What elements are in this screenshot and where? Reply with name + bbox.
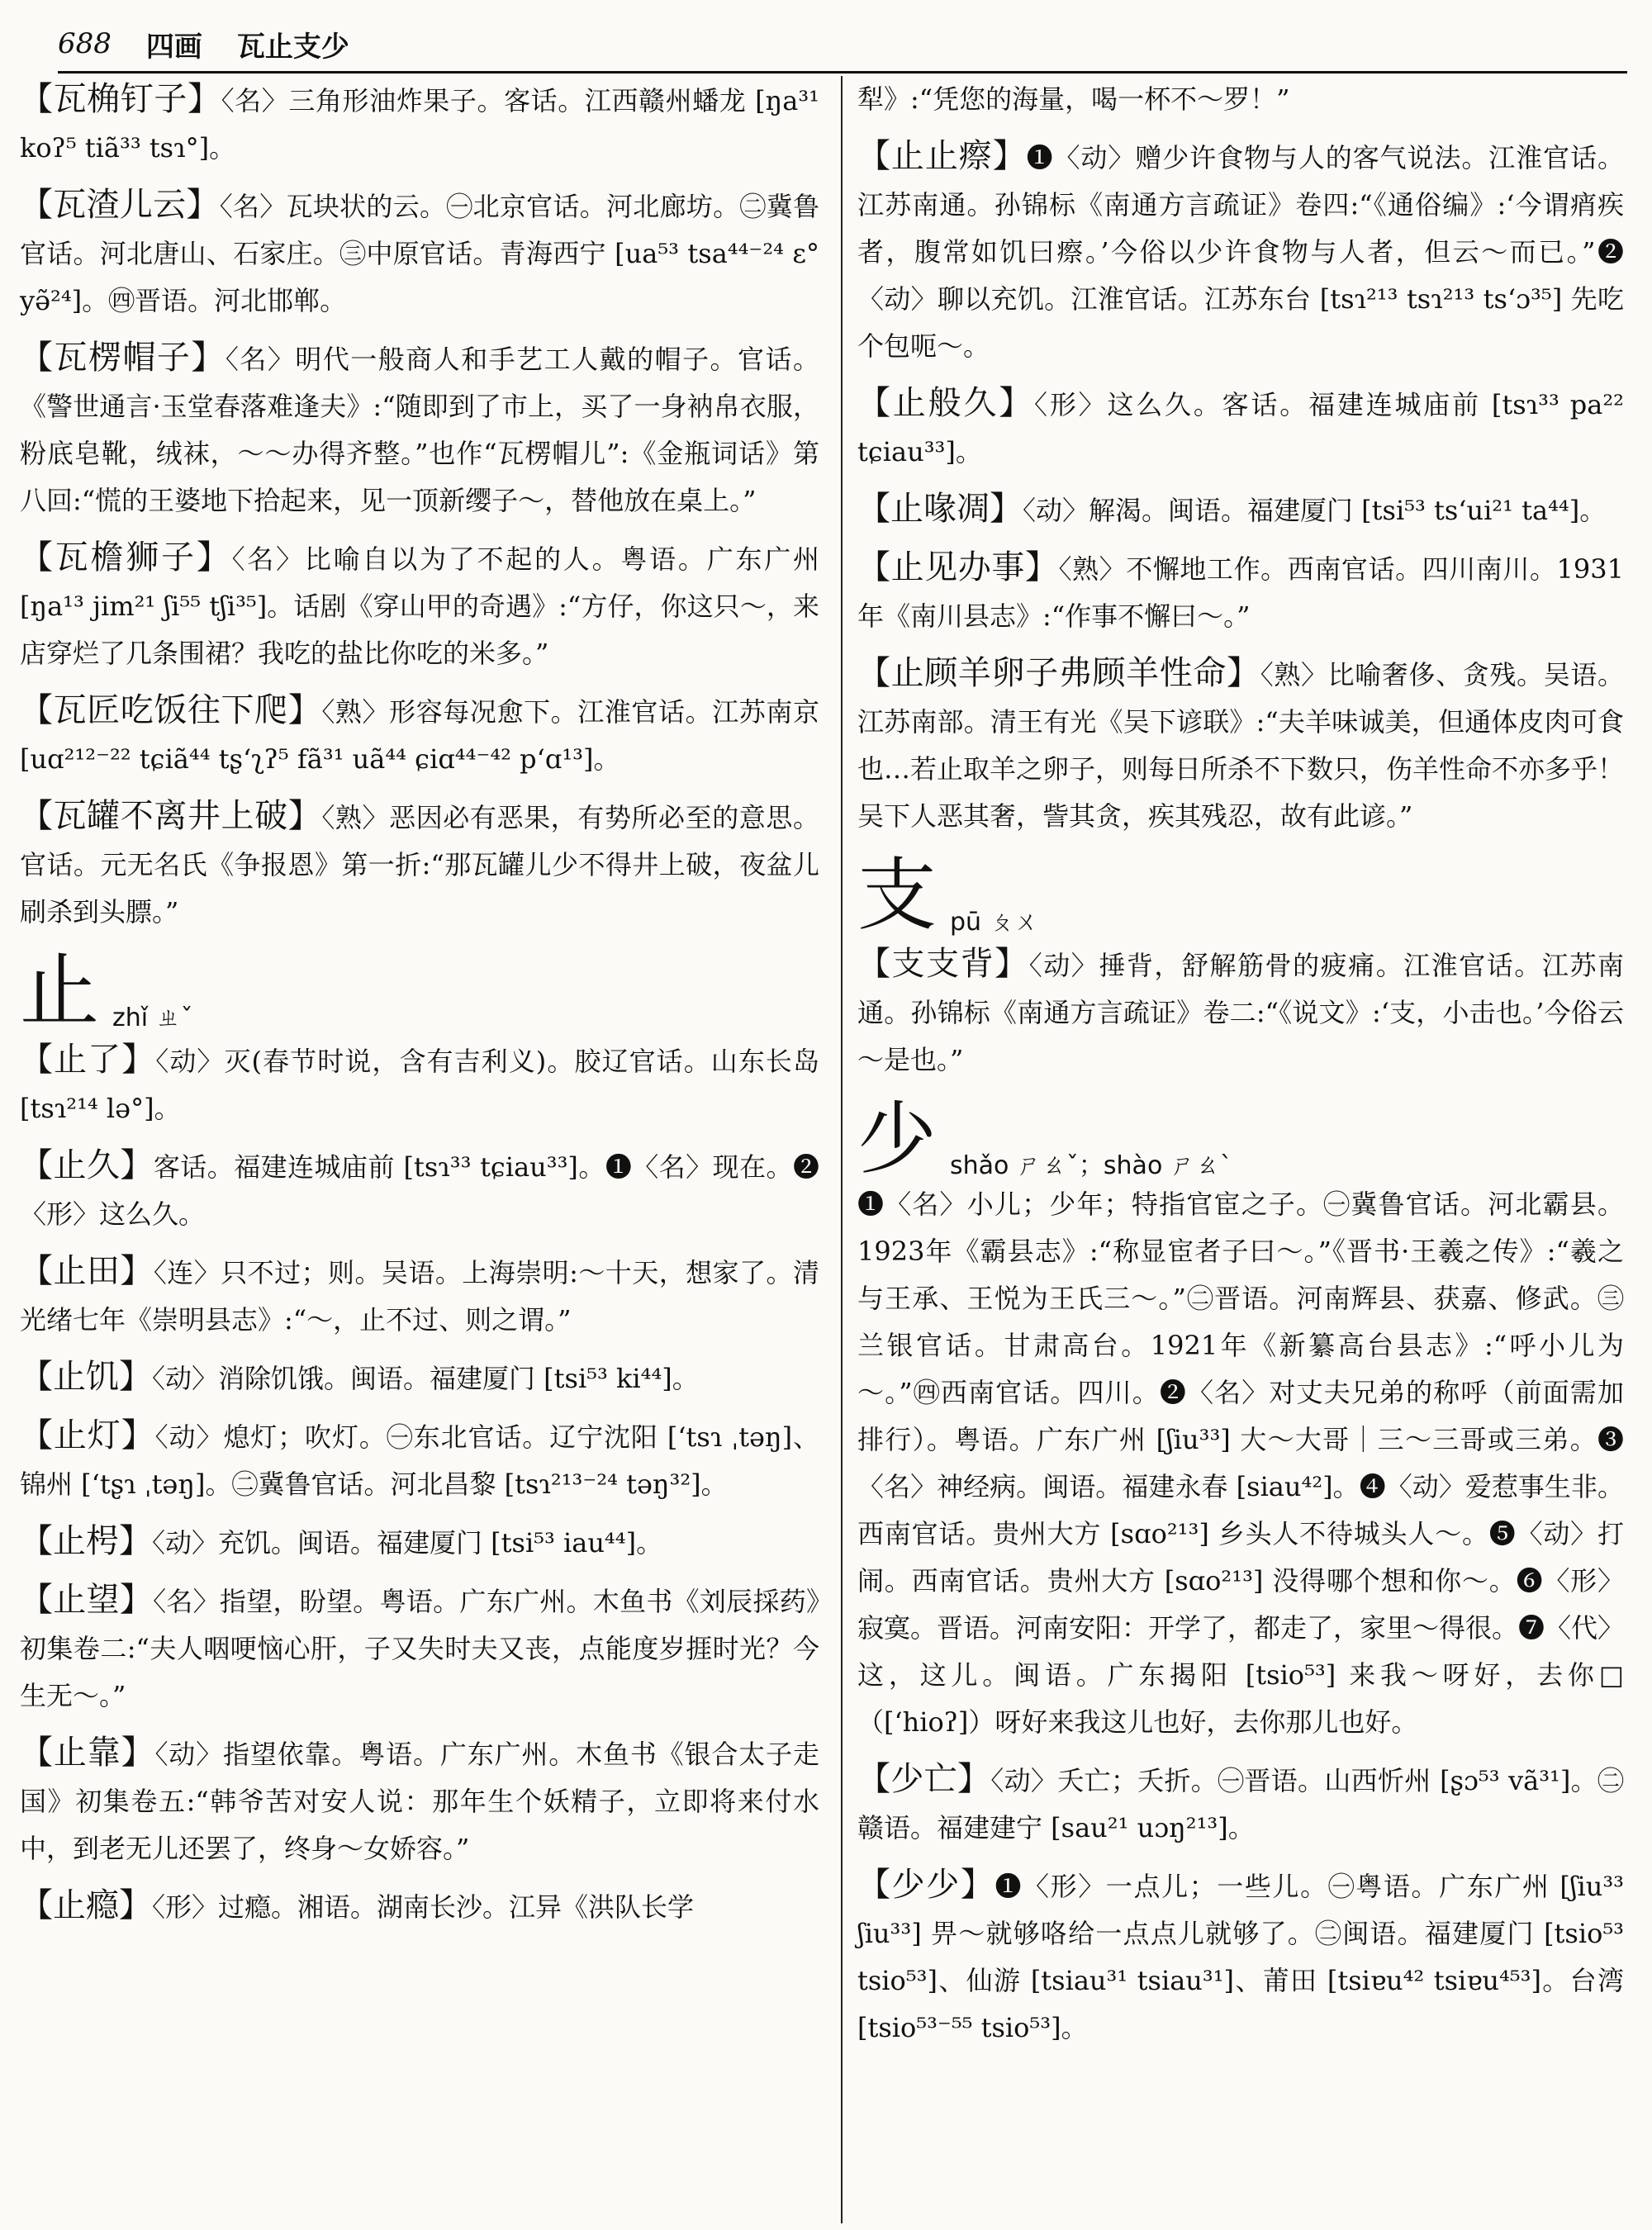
dictionary-entry (857, 486, 1624, 534)
entry-definition: 〈动〉消除饥饿。闽语。福建厦门 [tsi⁵³ ki⁴⁴]。 (152, 1363, 699, 1394)
entry-headword: 【止枵】 (20, 1522, 152, 1560)
entry-headword: 【瓦匠吃饭往下爬】 (20, 691, 322, 729)
dictionary-entry (20, 1037, 819, 1132)
head-character-glyph: 止 (20, 945, 99, 1037)
dictionary-entry (20, 1248, 819, 1344)
entry-definition: 〈熟〉形容每况愈下。江淮官话。江苏南京 [uɑ²¹²⁻²² tɕiã⁴⁴ tʂʻʅʔ⁵ fã³¹ uã⁴⁴ ɕiɑ⁴⁴⁻⁴² pʻɑ¹³]。 (20, 696, 819, 775)
entry-headword: 【止喙凋】 (857, 490, 1023, 528)
dictionary-entry (857, 544, 1624, 640)
entry-headword: 【止田】 (20, 1252, 154, 1290)
entry-headword: 【瓦檐狮子】 (20, 539, 232, 576)
dictionary-entry (20, 334, 819, 524)
entry-definition: 〈名〉瓦块状的云。㊀北京官话。河北廊坊。㊁冀鲁官话。河北唐山、石家庄。㊂中原官话。青海西宁 [ua⁵³ tsa⁴⁴⁻²⁴ ε° yə̃²⁴]。㊃晋语。河北邯郸。 (20, 191, 819, 316)
dictionary-entry (857, 380, 1624, 476)
head-character-pinyin: pū ㄆㄨ (950, 908, 1039, 937)
entry-definition: 〈名〉明代一般商人和手艺工人戴的帽子。官话。《警世通言·玉堂春落难逢夫》:“随即到了市上，买了一身衲帛衣服，粉底皂靴，绒袜，～～办得齐整。”也作“瓦楞帽儿”:《金瓶词话》第八回:“慌的王婆地下拾起来，见一顶新缨子～，替他放在桌上。” (20, 344, 819, 516)
entry-headword: 【止止瘵】 (857, 137, 1027, 175)
dictionary-entry (20, 687, 819, 783)
entry-headword: 【止见办事】 (857, 548, 1059, 586)
entry-definition: 〈动〉解渴。闽语。福建厦门 [tsi⁵³ tsʻui²¹ ta⁴⁴]。 (1023, 495, 1607, 526)
entry-headword: 【止望】 (20, 1581, 154, 1619)
entry-headword: 【瓦渣儿云】 (20, 186, 220, 224)
entry-headword: 【止般久】 (857, 384, 1035, 422)
header-chars: 瓦止支少 (236, 30, 349, 64)
dictionary-entry (20, 1354, 819, 1402)
entry-headword: 【止久】 (20, 1146, 154, 1184)
dictionary-entry (20, 1412, 819, 1508)
entry-headword: 【瓦桷钉子】 (20, 80, 221, 118)
dictionary-entry (857, 1756, 1624, 1852)
entry-definition: 〈熟〉不懈地工作。西南官话。四川南川。1931年《南川县志》:“作事不懈曰～。” (857, 553, 1624, 632)
head-character (857, 850, 1624, 941)
entry-definition: 〈连〉只不过；则。吴语。上海崇明:～十天，想家了。清光绪七年《崇明县志》:“～，止不过、则之谓。” (20, 1257, 819, 1336)
right-column (857, 76, 1624, 2062)
dictionary-entry (20, 1577, 819, 1720)
dictionary-entry (20, 1729, 819, 1872)
dictionary-entry (857, 1862, 1624, 2052)
entry-headword: 【止靠】 (20, 1734, 155, 1772)
entry-definition: ❶〈名〉小儿；少年；特指官宦之子。㊀冀鲁官话。河北霸县。1923年《霸县志》:“称显宦者子曰～。”《晋书·王羲之传》:“羲之与王承、王悦为王氏三～。”㊁晋语。河南辉县、获嘉、修武。㊂兰银官话。甘肃高台。1921年《新纂高台县志》:“呼小儿为～。”㊃西南官话。四川。❷〈名〉对丈夫兄弟的称呼（前面需加排行）。粤语。广东广州 [ʃiu³³] 大～大哥｜三～三哥或三弟。❸〈名〉神经病。闽语。福建永春 [siau⁴²]。❹〈动〉爱惹事生非。西南官话。贵州大方 [sɑo²¹³] 乡头人不待城头人～。❺〈动〉打闹。西南官话。贵州大方 [sɑo²¹³] 没得哪个想和你～。❻〈形〉寂寞。晋语。河南安阳：开学了，都走了，家里～得很。❼〈代〉这，这儿。闽语。广东揭阳 [tsio⁵³] 来我～呀好，去你□（[ʻhioʔ]）呀好来我这儿也好，去你那儿也好。 (857, 1189, 1625, 1738)
entry-definition: 〈形〉这么久。客话。福建连城庙前 [tsɿ³³ pa²² tɕiau³³]。 (857, 389, 1624, 467)
column-divider (841, 76, 843, 2223)
dictionary-entry (857, 650, 1624, 840)
entry-definition: 〈名〉指望，盼望。粤语。广东广州。木鱼书《刘辰採药》初集卷二:“夫人咽哽恼心肝，子又失时夫又丧，点能度岁捱时光？今生无～。” (20, 1586, 819, 1711)
entry-headword: 【止饥】 (20, 1358, 152, 1396)
dictionary-entry (857, 941, 1624, 1084)
entry-headword: 【止顾羊卵子弗顾羊性命】 (857, 654, 1260, 692)
dictionary-entry (20, 1142, 819, 1238)
dictionary-entry (20, 793, 819, 936)
entry-definition: 〈动〉夭亡；夭折。㊀晋语。山西忻州 [ʂɔ⁵³ vã³¹]。㊁赣语。福建建宁 [sau²¹ uɔŋ²¹³]。 (857, 1765, 1624, 1843)
entry-definition: 〈名〉比喻自以为了不起的人。粤语。广东广州 [ŋa¹³ jim²¹ ʃi⁵⁵ tʃi³⁵]。话剧《穿山甲的奇遇》:“方仔，你这只～，来店穿烂了几条围裙？我吃的盐比你吃的米多。” (20, 543, 819, 669)
head-character-pinyin: zhǐ ㄓˇ (112, 1004, 193, 1032)
left-column (20, 76, 819, 1941)
entry-definition: 客话。福建连城庙前 [tsɿ³³ tɕiau³³]。❶〈名〉现在。❷〈形〉这么久。 (20, 1151, 819, 1230)
entry-definition: ❶〈动〉赠少许食物与人的客气说法。江淮官话。江苏南通。孙锦标《南通方言疏证》卷四:“《通俗编》:‘今谓痟疾者，腹常如饥曰瘵。’今俗以少许食物与人者，但云～而已。”❷〈动〉聊以充饥。江淮官话。江苏东台 [tsɿ²¹³ tsɿ²¹³ tsʻɔ³⁵] 先吃个包呃～。 (857, 142, 1624, 362)
entry-headword: 【止瘾】 (20, 1886, 152, 1924)
stroke-count: 四画 (145, 30, 202, 64)
dictionary-entry (857, 133, 1624, 370)
head-character (20, 946, 819, 1037)
entry-definition: 〈动〉灭(春节时说，含有吉利义)。胶辽官话。山东长岛 [tsɿ²¹⁴ lə°]。 (20, 1046, 819, 1124)
head-character-glyph: 少 (857, 1093, 937, 1185)
head-character (857, 1094, 1624, 1184)
entry-definition: 〈熟〉恶因必有恶果，有势所必至的意思。官话。元无名氏《争报恩》第一折:“那瓦罐儿少不得井上破，夜盆儿刷杀到头膘。” (20, 802, 819, 928)
entry-definition: ❶〈形〉一点儿；一些儿。㊀粤语。广东广州 [ʃiu³³ ʃiu³³] 畀～就够咯给一点点儿就够了。㊁闽语。福建厦门 [tsio⁵³ tsio⁵³]、仙游 [tsiau³¹ tsiau³¹]、莆田 [tsiɐu⁴² tsiɐu⁴⁵³]。台湾 [tsio⁵³⁻⁵⁵ tsio⁵³]。 (857, 1871, 1625, 2043)
entry-definition: 〈名〉三角形油炸果子。客话。江西赣州蟠龙 [ŋa³¹ koʔ⁵ tiã³³ tsɿ°]。 (20, 85, 819, 164)
entry-headword: 【瓦罐不离井上破】 (20, 797, 322, 835)
dictionary-entry (20, 76, 819, 172)
dictionary-entry (20, 534, 819, 677)
entry-headword: 【止了】 (20, 1041, 156, 1079)
dictionary-entry (20, 1518, 819, 1567)
entry-definition: 〈熟〉比喻奢侈、贪残。吴语。江苏南部。清王有光《吴下谚联》:“夫羊味诚美，但通体皮肉可食也…若止取羊之卵子，则每日所杀不下数只，伤羊性命不亦多乎！吴下人恶其奢，訾其贪，疾其残忍，故有此谚。” (857, 659, 1625, 832)
entry-definition: 〈动〉充饥。闽语。福建厦门 [tsi⁵³ iau⁴⁴]。 (152, 1527, 663, 1559)
entry-headword: 【少亡】 (857, 1760, 991, 1798)
entry-headword: 【瓦楞帽子】 (20, 339, 225, 377)
entry-definition: 〈形〉过瘾。湘语。湖南长沙。江异《洪队长学 (152, 1891, 695, 1923)
entry-headword: 【支支背】 (857, 945, 1029, 983)
entry-definition: 〈动〉指望依靠。粤语。广东广州。木鱼书《银合太子走国》初集卷五:“韩爷苦对安人说：那年生个妖精子，立即将来付水中，到老无儿还罢了，终身～女娇容。” (20, 1739, 819, 1864)
entry-headword: 【少少】 (857, 1866, 995, 1904)
page-header (58, 17, 1627, 74)
head-character-glyph: 支 (857, 849, 937, 942)
dictionary-entry (20, 182, 819, 325)
head-character-pinyin: shǎo ㄕㄠˇ；shào ㄕㄠˋ (950, 1151, 1232, 1180)
entry-definition: 犁》:“凭您的海量，喝一杯不～罗！” (857, 83, 1290, 115)
dictionary-entry (20, 1882, 819, 1931)
dictionary-entry (857, 76, 1624, 123)
entry-headword: 【止灯】 (20, 1416, 155, 1454)
entry-definition: 〈动〉捶背，舒解筋骨的疲痛。江淮官话。江苏南通。孙锦标《南通方言疏证》卷二:“《说文》:‘支，小击也。’今俗云～是也。” (857, 950, 1624, 1075)
page-number: 688 (58, 27, 112, 60)
entry-definition: 〈动〉熄灯；吹灯。㊀东北官话。辽宁沈阳 [ʻtsɿ ˌtəŋ]、锦州 [ʻtʂɿ ˌtəŋ]。㊁冀鲁官话。河北昌黎 [tsɿ²¹³⁻²⁴ təŋ³²]。 (20, 1421, 819, 1500)
